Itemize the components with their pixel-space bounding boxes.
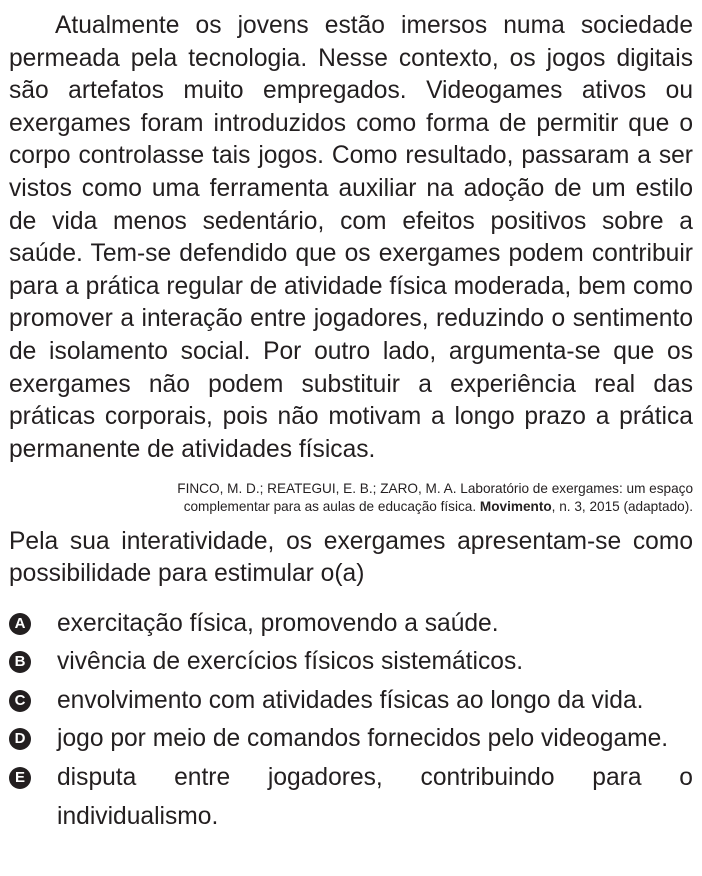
option-d-badge-icon: D xyxy=(9,728,31,750)
citation-line-1: FINCO, M. D.; REATEGUI, E. B.; ZARO, M. A. Laboratório de exergames: um espaço xyxy=(177,481,693,497)
question-stem: Pela sua interatividade, os exergames apresentam-se como possibilidade para estimular o(a) xyxy=(9,527,693,588)
option-b[interactable] xyxy=(9,643,693,682)
option-e-text: disputa entre jogadores, contribuindo para o xyxy=(57,764,693,792)
option-d[interactable] xyxy=(9,720,693,759)
option-e-badge-icon: E xyxy=(9,767,31,789)
citation-details: , n. 3, 2015 (adaptado). xyxy=(551,498,693,514)
option-c-badge-icon: C xyxy=(9,690,31,712)
option-b-badge-icon: B xyxy=(9,651,31,673)
citation-line-2 xyxy=(9,498,693,516)
option-e-text-continued: individualismo. xyxy=(57,802,219,830)
option-d-text: jogo por meio de comandos fornecidos pelo videogame. xyxy=(57,725,669,753)
option-c-text: envolvimento com atividades físicas ao longo da vida. xyxy=(57,686,644,714)
citation-authors-tail: complementar para as aulas de educação física. xyxy=(183,498,480,514)
option-b-text: vivência de exercícios físicos sistemáticos. xyxy=(57,648,524,676)
option-c[interactable] xyxy=(9,682,693,721)
reading-passage: Atualmente os jovens estão imersos numa sociedade permeada pela tecnologia. Nesse contexto, os jogos digitais são artefatos muito empregados. Videogames ativos ou exergames foram introduzidos como forma de permitir que o corpo controlasse tais jogos. Como resultado, passaram a ser vistos como uma ferramenta auxiliar na adoção de um estilo de vida menos sedentário, com efeitos positivos sobre a saúde. Tem-se defendido que os exergames podem contribuir para a prática regular de atividade física moderada, bem como promover a interação entre jogadores, reduzindo o sentimento de isolamento social. Por outro lado, argumenta-se que os exergames não podem substituir a experiência real das práticas corporais, pois não motivam a longo prazo a prática permanente de atividades físicas. xyxy=(9,12,693,463)
citation-journal: Movimento xyxy=(479,498,552,514)
option-a-badge-icon: A xyxy=(9,613,31,635)
option-a[interactable] xyxy=(9,605,693,644)
answer-options xyxy=(9,605,693,837)
question-page xyxy=(9,10,693,836)
option-a-text: exercitação física, promovendo a saúde. xyxy=(57,609,499,637)
option-e[interactable] xyxy=(9,759,693,836)
source-citation xyxy=(9,480,693,515)
